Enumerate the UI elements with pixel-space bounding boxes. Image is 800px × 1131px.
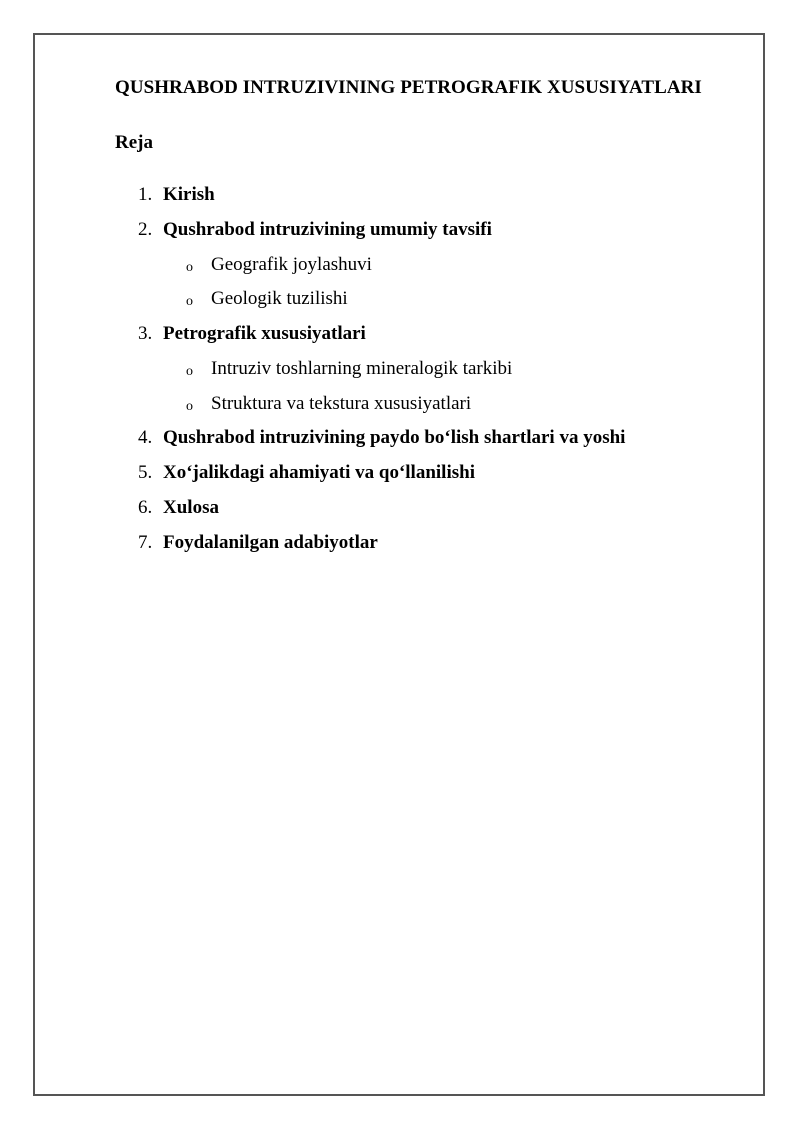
- plan-heading: Reja: [115, 132, 153, 153]
- sub-list-item-label: Geografik joylashuvi: [211, 254, 372, 275]
- list-number: 5.: [138, 462, 153, 483]
- list-number: 2.: [138, 219, 153, 240]
- bullet-icon: o: [186, 260, 193, 275]
- list-item-label: Petrografik xususiyatlari: [163, 323, 366, 344]
- sub-list-item-label: Geologik tuzilishi: [211, 288, 348, 309]
- list-item-label: Foydalanilgan adabiyotlar: [163, 532, 378, 553]
- bullet-icon: o: [186, 364, 193, 379]
- sub-list-item-label: Struktura va tekstura xususiyatlari: [211, 393, 472, 414]
- list-number: 4.: [138, 427, 153, 448]
- list-item-label: Qushrabod intruzivining umumiy tavsifi: [163, 219, 492, 240]
- bullet-icon: o: [186, 399, 193, 414]
- list-item-label: Qushrabod intruzivining paydo bo‘lish shartlari va yoshi: [163, 427, 626, 448]
- list-item-label: Xulosa: [163, 497, 219, 518]
- list-number: 1.: [138, 184, 153, 205]
- sub-list-item-label: Intruziv toshlarning mineralogik tarkibi: [211, 358, 513, 379]
- list-item-label: Xo‘jalikdagi ahamiyati va qo‘llanilishi: [163, 462, 475, 483]
- list-number: 6.: [138, 497, 153, 518]
- list-number: 7.: [138, 532, 153, 553]
- list-number: 3.: [138, 323, 153, 344]
- document-title: QUSHRABOD INTRUZIVINING PETROGRAFIK XUSUSIYATLARI: [115, 77, 702, 98]
- bullet-icon: o: [186, 294, 193, 309]
- list-item-label: Kirish: [163, 184, 215, 205]
